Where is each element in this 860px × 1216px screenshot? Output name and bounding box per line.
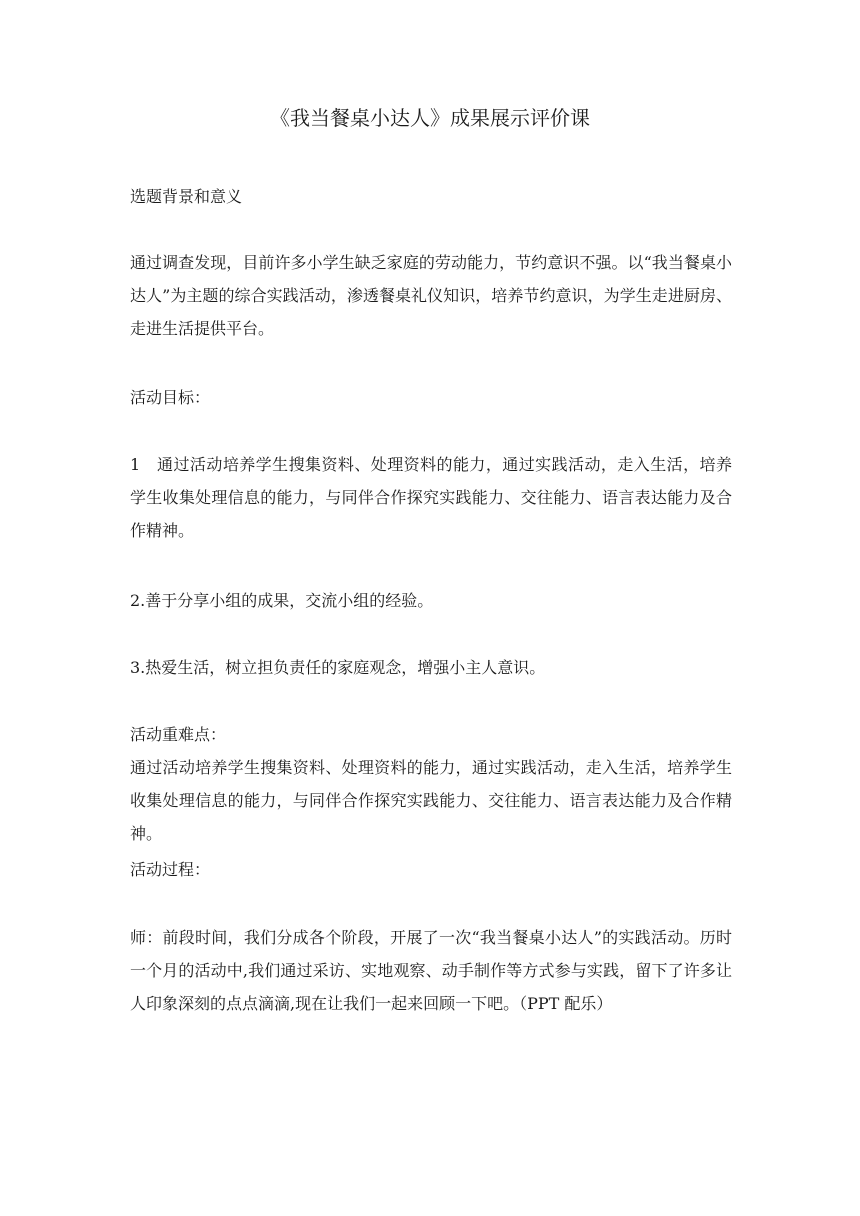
goal-item-2: 2.善于分享小组的成果，交流小组的经验。 [130,591,434,610]
document-title: 《我当餐桌小达人》成果展示评价课 [270,106,590,130]
key-points-heading: 活动重难点： [130,725,227,744]
goal-item-1: 1 通过活动培养学生搜集资料、处理资料的能力，通过实践活动，走入生活，培养学生收集处理信息的能力，与同伴合作探究实践能力、交往能力、语言表达能力及合作精神。 [130,455,732,540]
key-points-paragraph: 通过活动培养学生搜集资料、处理资料的能力，通过实践活动，走入生活，培养学生收集处理信息的能力，与同伴合作探究实践能力、交往能力、语言表达能力及合作精神。 [130,758,732,843]
background-heading: 选题背景和意义 [130,187,243,206]
goals-heading: 活动目标： [130,388,211,407]
goal-item-3: 3.热爱生活，树立担负责任的家庭观念，增强小主人意识。 [130,658,546,677]
process-paragraph: 师：前段时间，我们分成各个阶段，开展了一次“我当餐桌小达人”的实践活动。历时一个月的活动中,我们通过采访、实地观察、动手制作等方式参与实践，留下了许多让人印象深刻的点点滴滴,现在让我们一起来回顾一下吧。（PPT 配乐） [130,928,732,1013]
process-heading: 活动过程： [130,860,211,879]
background-paragraph: 通过调查发现，目前许多小学生缺乏家庭的劳动能力，节约意识不强。以“我当餐桌小达人”为主题的综合实践活动，渗透餐桌礼仪知识，培养节约意识，为学生走进厨房、走进生活提供平台。 [130,253,732,338]
